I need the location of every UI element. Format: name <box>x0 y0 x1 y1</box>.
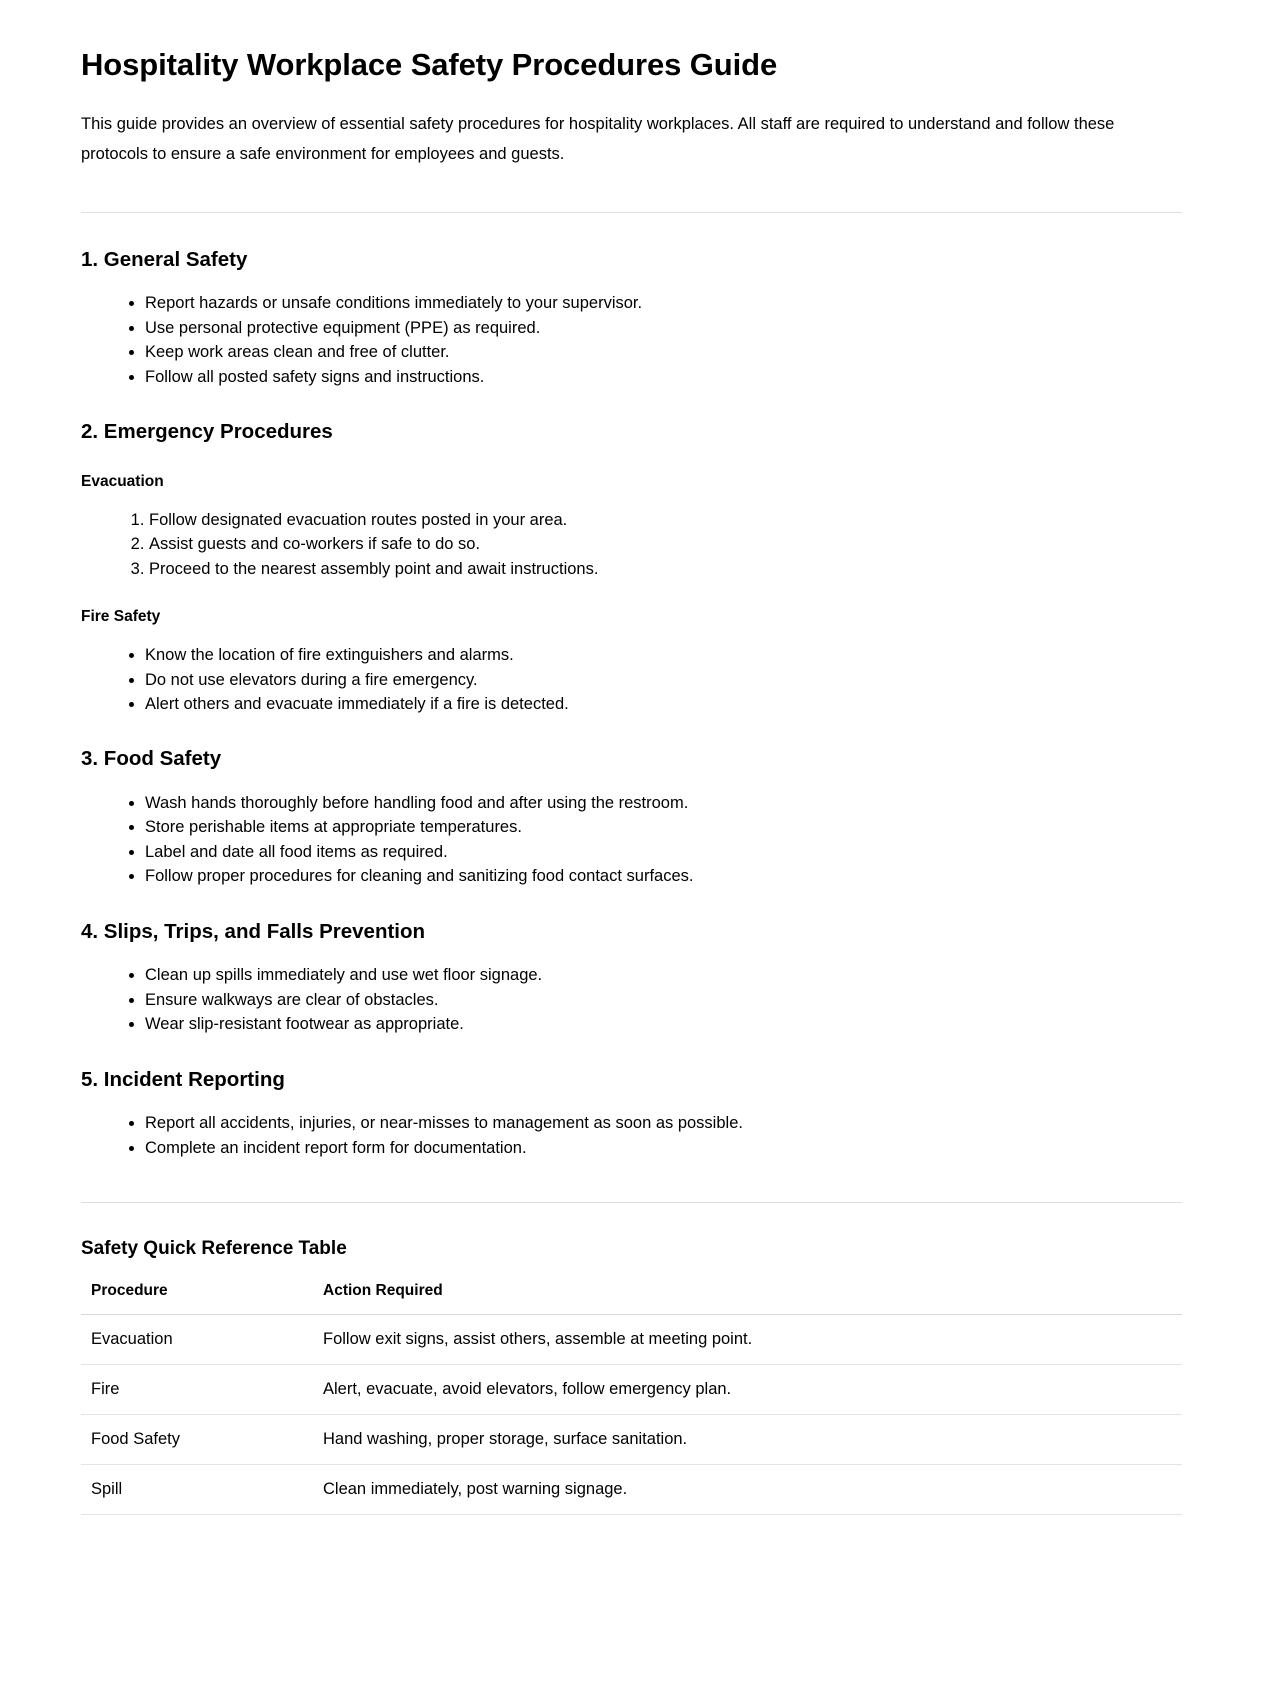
safety-reference-table <box>81 1282 1182 1515</box>
list-fire-safety <box>81 643 1182 716</box>
cell-action: Hand washing, proper storage, surface sanitation. <box>313 1414 1182 1464</box>
bottom-spacer <box>81 1515 1182 1685</box>
list-item: • Follow proper procedures for cleaning and sanitizing food contact surfaces. <box>145 864 1182 888</box>
section-heading-3: 3. Food Safety <box>81 747 222 771</box>
section-heading-1: 1. General Safety <box>81 247 248 271</box>
list-item: • Wear slip-resistant footwear as appropriate. <box>145 1012 1182 1036</box>
table-row <box>81 1314 1182 1364</box>
reference-table-block <box>81 1237 1182 1515</box>
list-food-safety <box>81 791 1182 889</box>
cell-action: Clean immediately, post warning signage. <box>313 1464 1182 1514</box>
section-emergency-procedures <box>81 419 1182 716</box>
cell-procedure: Evacuation <box>81 1314 313 1364</box>
subsection-heading-fire-safety: Fire Safety <box>81 608 161 626</box>
subsection-heading-evacuation: Evacuation <box>81 472 164 490</box>
list-item: • Know the location of fire extinguishers and alarms. <box>145 643 1182 667</box>
list-item: • Ensure walkways are clear of obstacles. <box>145 988 1182 1012</box>
list-item: 3. Proceed to the nearest assembly point and await instructions. <box>149 557 1182 581</box>
cell-procedure: Spill <box>81 1464 313 1514</box>
column-header-action: Action Required <box>313 1282 1182 1315</box>
list-incident-reporting <box>81 1111 1182 1160</box>
list-item: • Alert others and evacuate immediately if a fire is detected. <box>145 692 1182 716</box>
list-item: • Complete an incident report form for documentation. <box>145 1136 1182 1160</box>
page-title: Hospitality Workplace Safety Procedures Guide <box>81 47 778 82</box>
list-item: • Store perishable items at appropriate temperatures. <box>145 815 1182 839</box>
list-item: • Clean up spills immediately and use wet floor signage. <box>145 963 1182 987</box>
section-incident-reporting <box>81 1067 1182 1160</box>
intro-paragraph: This guide provides an overview of essential safety procedures for hospitality workplaces. All staff are required to understand and follow these protocols to ensure a safe environment for employees and guests. <box>81 114 1115 164</box>
list-item: • Do not use elevators during a fire emergency. <box>145 668 1182 692</box>
cell-action: Alert, evacuate, avoid elevators, follow emergency plan. <box>313 1364 1182 1414</box>
list-item: • Keep work areas clean and free of clutter. <box>145 340 1182 364</box>
list-general-safety <box>81 291 1182 389</box>
list-evacuation <box>81 508 1182 581</box>
table-row <box>81 1414 1182 1464</box>
section-heading-4: 4. Slips, Trips, and Falls Prevention <box>81 919 426 943</box>
list-item: 2. Assist guests and co-workers if safe to do so. <box>149 532 1182 556</box>
list-item: • Report all accidents, injuries, or near-misses to management as soon as possible. <box>145 1111 1182 1135</box>
table-header-row <box>81 1282 1182 1315</box>
subsection-evacuation <box>81 472 1182 581</box>
list-slips-trips-falls <box>81 963 1182 1036</box>
table-row <box>81 1364 1182 1414</box>
list-item: • Label and date all food items as required. <box>145 840 1182 864</box>
table-row <box>81 1464 1182 1514</box>
header-divider <box>81 212 1182 213</box>
list-item: • Follow all posted safety signs and instructions. <box>145 365 1182 389</box>
column-header-procedure: Procedure <box>81 1282 313 1315</box>
reference-table-title: Safety Quick Reference Table <box>81 1237 347 1259</box>
cell-procedure: Fire <box>81 1364 313 1414</box>
table-divider <box>81 1202 1182 1203</box>
section-heading-2: 2. Emergency Procedures <box>81 420 333 444</box>
list-item: • Report hazards or unsafe conditions immediately to your supervisor. <box>145 291 1182 315</box>
list-item: 1. Follow designated evacuation routes posted in your area. <box>149 508 1182 532</box>
list-item: • Wash hands thoroughly before handling food and after using the restroom. <box>145 791 1182 815</box>
section-heading-5: 5. Incident Reporting <box>81 1067 285 1091</box>
cell-action: Follow exit signs, assist others, assemble at meeting point. <box>313 1314 1182 1364</box>
list-item: • Use personal protective equipment (PPE) as required. <box>145 316 1182 340</box>
subsection-fire-safety <box>81 607 1182 716</box>
section-food-safety <box>81 746 1182 888</box>
section-slips-trips-falls <box>81 919 1182 1037</box>
cell-procedure: Food Safety <box>81 1414 313 1464</box>
section-general-safety <box>81 247 1182 389</box>
